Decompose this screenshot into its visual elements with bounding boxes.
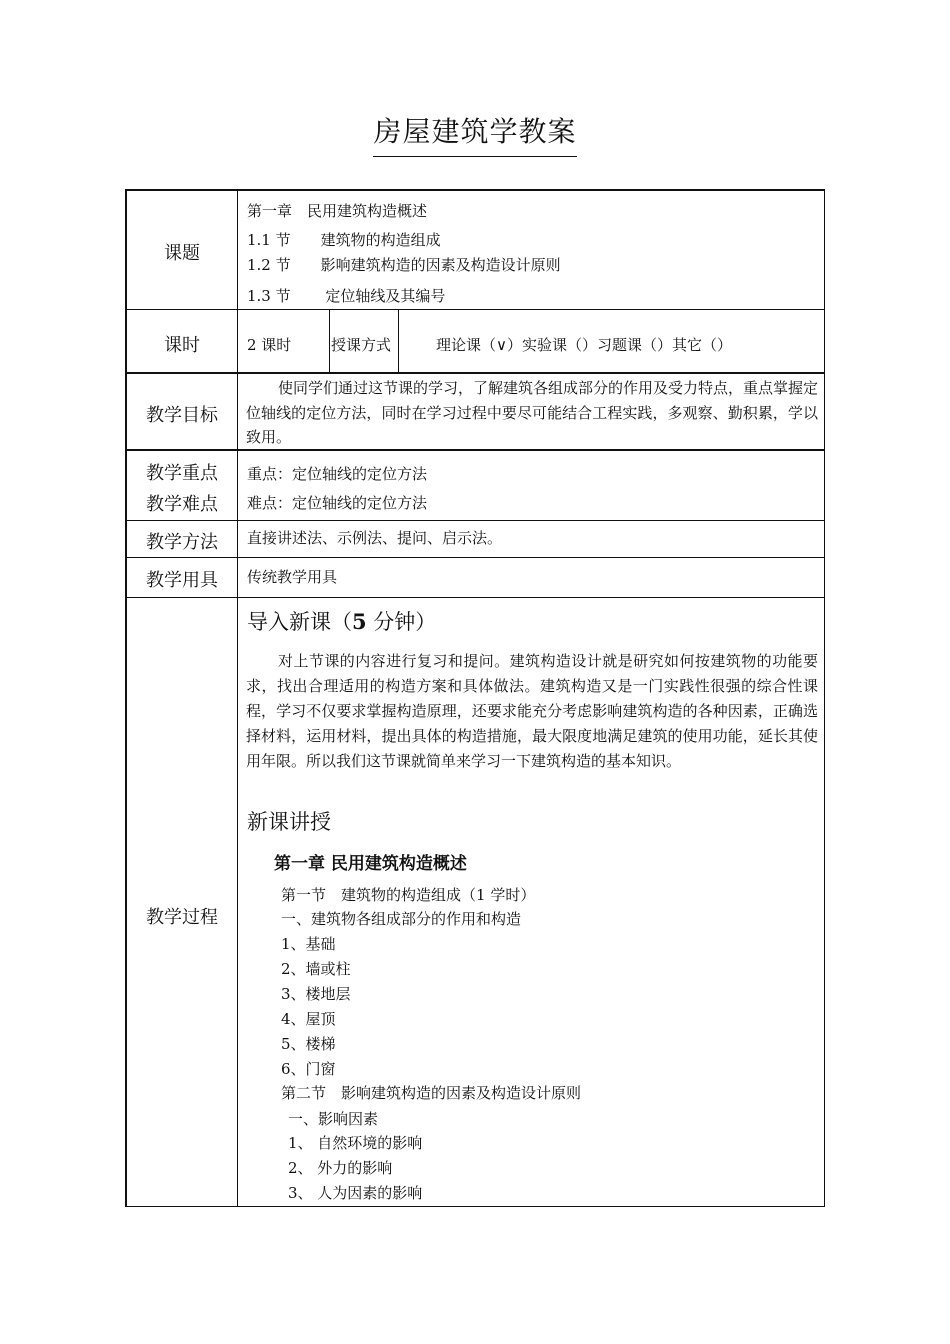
outline-item: 3、楼地层 xyxy=(281,985,351,1003)
teaching-mode-label: 授课方式 xyxy=(331,336,392,354)
topic-label: 课题 xyxy=(164,243,200,264)
chapter-heading: 第一章 民用建筑构造概述 xyxy=(274,854,467,874)
intro-heading xyxy=(247,606,436,636)
new-lesson-heading: 新课讲授 xyxy=(247,810,331,834)
row-divider xyxy=(125,309,825,310)
row-divider xyxy=(125,597,825,598)
key-point-text: 重点：定位轴线的定位方法 xyxy=(247,465,428,483)
document-title-text: 房屋建筑学教案 xyxy=(373,110,576,157)
hours-label: 课时 xyxy=(164,335,200,356)
outline-item: 一、建筑物各组成部分的作用和构造 xyxy=(281,910,522,928)
outline-item: 6、门窗 xyxy=(281,1060,336,1078)
intro-heading-number: 5 xyxy=(352,609,367,634)
table-border-top xyxy=(125,189,825,191)
hours-value: 2 课时 xyxy=(247,336,292,354)
key-point-label: 教学重点 xyxy=(146,463,218,484)
tools-text: 传统教学用具 xyxy=(247,568,338,586)
outline-item: 第二节 影响建筑构造的因素及构造设计原则 xyxy=(281,1084,582,1102)
outline-item: 1、 自然环境的影响 xyxy=(288,1134,423,1152)
outline-item: 5、楼梯 xyxy=(281,1035,336,1053)
outline-item: 4、屋顶 xyxy=(281,1010,336,1028)
row-divider xyxy=(125,372,825,374)
hours-cell-divider xyxy=(329,309,330,373)
topic-line: 第一章 民用建筑构造概述 xyxy=(247,202,428,220)
row-divider xyxy=(125,557,825,558)
topic-line: 1.3 节 定位轴线及其编号 xyxy=(247,287,446,305)
teaching-mode-value: 理论课（∨）实验课（）习题课（）其它（） xyxy=(436,336,732,354)
process-label: 教学过程 xyxy=(146,907,218,928)
difficulty-text: 难点：定位轴线的定位方法 xyxy=(247,494,428,512)
row-divider xyxy=(125,520,825,521)
table-border-bottom xyxy=(125,1206,825,1207)
outline-item: 2、墙或柱 xyxy=(281,960,351,978)
method-text: 直接讲述法、示例法、提问、启示法。 xyxy=(247,529,503,547)
goal-label: 教学目标 xyxy=(146,405,218,426)
outline-item: 第一节 建筑物的构造组成（1 学时） xyxy=(281,886,536,904)
intro-paragraph: 对上节课的内容进行复习和提问。建筑构造设计就是研究如何按建筑物的功能要求，找出合理适用的构造方案和具体做法。建筑构造又是一门实践性很强的综合性课程，学习不仅要求掌握构造原理，还要求能充分考虑影响建筑构造的各种因素，正确选择材料，运用材料，提出具体的构造措施，最大限度地满足建筑的使用功能，延长其使用年限。所以我们这节课就简单来学习一下建筑构造的基本知识。 xyxy=(246,652,818,770)
table-border-right xyxy=(824,189,825,1207)
tools-label: 教学用具 xyxy=(146,570,218,591)
difficulty-label: 教学难点 xyxy=(146,494,218,515)
outline-item: 3、 人为因素的影响 xyxy=(288,1184,423,1202)
hours-cell-divider xyxy=(398,309,399,373)
topic-line: 1.1 节 建筑物的构造组成 xyxy=(247,231,441,249)
topic-line: 1.2 节 影响建筑构造的因素及构造设计原则 xyxy=(247,256,561,274)
method-label: 教学方法 xyxy=(146,532,218,553)
outline-item: 一、影响因素 xyxy=(288,1110,379,1128)
outline-item: 2、 外力的影响 xyxy=(288,1159,393,1177)
intro-heading-pre: 导入新课（ xyxy=(247,610,352,634)
goal-text: 使同学们通过这节课的学习，了解建筑各组成部分的作用及受力特点，重点掌握定位轴线的定位方法，同时在学习过程中要尽可能结合工程实践，多观察、勤积累，学以致用。 xyxy=(246,379,819,446)
outline-item: 1、基础 xyxy=(281,935,336,953)
intro-heading-post: 分钟） xyxy=(366,610,437,634)
